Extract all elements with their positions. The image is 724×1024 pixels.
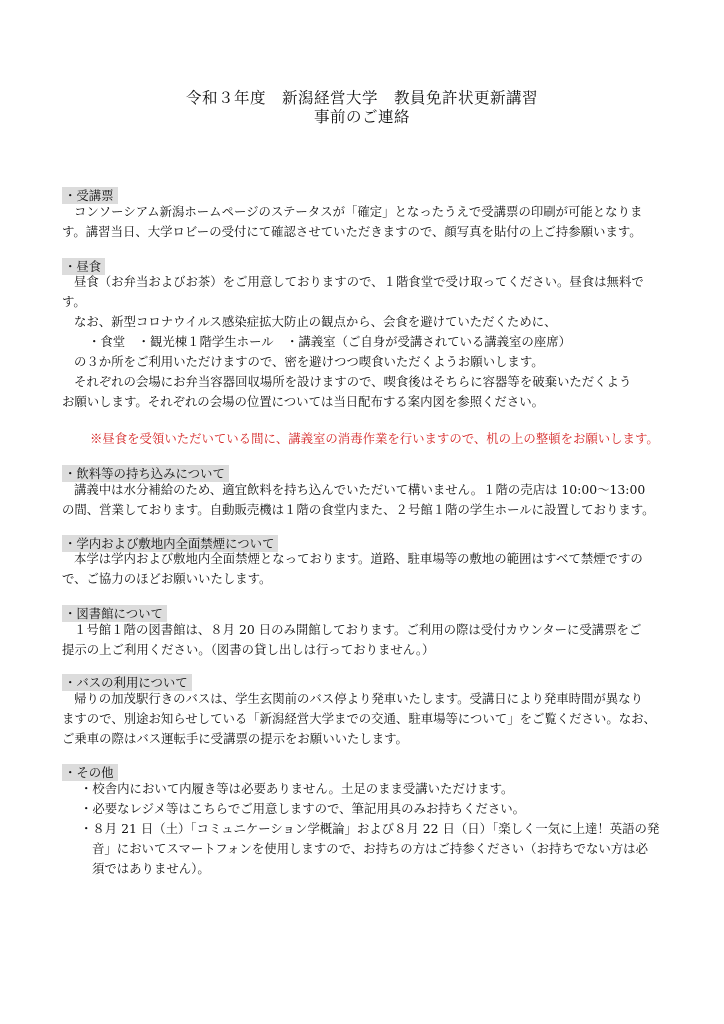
document-title: 令和３年度 新潟経営大学 教員免許状更新講習 [185, 89, 538, 107]
paragraph-line: す。 [62, 294, 86, 309]
list-item: ・校舎内において内履き等は必要ありません。土足のまま受講いただけます。 [80, 781, 514, 796]
heading-label: ・飲料等の持ち込みについて [62, 465, 229, 482]
paragraph-line: ・食堂 ・観光棟１階学生ホール ・講義室（ご自身が受講されている講義室の座席） [88, 334, 571, 349]
document-subtitle: 事前のご連絡 [313, 108, 410, 126]
section-smoking-body [62, 549, 666, 589]
list-item-continuation: 音」においてスマートフォンを使用しますので、お持ちの方はご持参ください（お持ちでない方は必 [92, 841, 648, 856]
paragraph-line: 講義中は水分補給のため、適宜飲料を持ち込んでいただいて構いません。１階の売店は 10:00～13:00 [74, 482, 646, 497]
paragraph-line: １号館１階の図書館は、８月 20 日のみ開館しております。ご利用の際は受付カウンターに受講票をご [74, 622, 642, 637]
heading-label: ・バスの利用について [62, 674, 192, 691]
section-ticket-body [62, 202, 666, 242]
paragraph-line: それぞれの会場にお弁当容器回収場所を設けますので、喫食後はそちらに容器等を破棄いただくよう [74, 374, 632, 389]
paragraph-line: の３か所をご利用いただけますので、密を避けつつ喫食いただくようお願いします。 [74, 354, 544, 369]
paragraph-line: なお、新型コロナウイルス感染症拡大防止の観点から、会食を避けていただくために、 [74, 314, 557, 329]
paragraph-line: 本学は学内および敷地内全面禁煙となっております。道路、駐車場等の敷地の範囲はすべて禁煙ですの [74, 551, 643, 566]
paragraph-line: 帰りの加茂駅行きのバスは、学生玄関前のバス停より発車いたします。受講日により発車時間が異なり [74, 691, 643, 706]
paragraph-line: の間、営業しております。自動販売機は１階の食堂内また、２号館１階の学生ホールに設置しております。 [62, 502, 655, 517]
heading-label: ・図書館について [62, 605, 167, 622]
paragraph-line: す。講習当日、大学ロビーの受付にて確認させていただきますので、顔写真を貼付の上ご持参願います。 [62, 224, 642, 239]
list-item: ・必要なレジメ等はこちらでご用意しますので、筆記用具のみお持ちください。 [80, 801, 526, 816]
paragraph-line: で、ご協力のほどお願いいたします。 [62, 571, 272, 586]
list-item-continuation: 須ではありません）。 [92, 861, 210, 876]
section-other-body [62, 779, 666, 879]
paragraph-line: 昼食（お弁当およびお茶）をご用意しておりますので、１階食堂で受け取ってください。昼食は無料で [74, 274, 644, 289]
paragraph-line: 提示の上ご利用ください。（図書の貸し出しは行っておりません。） [62, 642, 435, 657]
paragraph-line: お願いします。それぞれの会場の位置については当日配布する案内図を参照ください。 [62, 394, 544, 409]
section-lunch-body [62, 272, 666, 412]
heading-label: ・受講票 [62, 187, 118, 204]
section-library-body [62, 620, 666, 660]
heading-label: ・昼食 [62, 258, 105, 275]
heading-label: ・その他 [62, 764, 118, 781]
paragraph-line: コンソーシアム新潟ホームページのステータスが「確定」となったうえで受講票の印刷が可能となりま [74, 204, 643, 219]
lunch-notice: ※昼食を受領いただいている間に、講義室の消毒作業を行いますので、机の上の整頓をお願いします。 [90, 431, 659, 446]
section-drinks-body [62, 480, 666, 520]
paragraph-line: ご乗車の際はバス運転手に受講票の提示をお願いいたします。 [62, 731, 408, 746]
heading-label: ・学内および敷地内全面禁煙について [62, 535, 278, 552]
section-bus-body [62, 689, 666, 749]
paragraph-line: ますので、別途お知らせしている「新潟経営大学までの交通、駐車場等について」をご覧ください。なお、 [62, 711, 656, 726]
list-item: ・８月 21 日（土）「コミュニケーション学概論」および８月 22 日（日）「楽しく一気に上達！英語の発 [80, 821, 660, 836]
